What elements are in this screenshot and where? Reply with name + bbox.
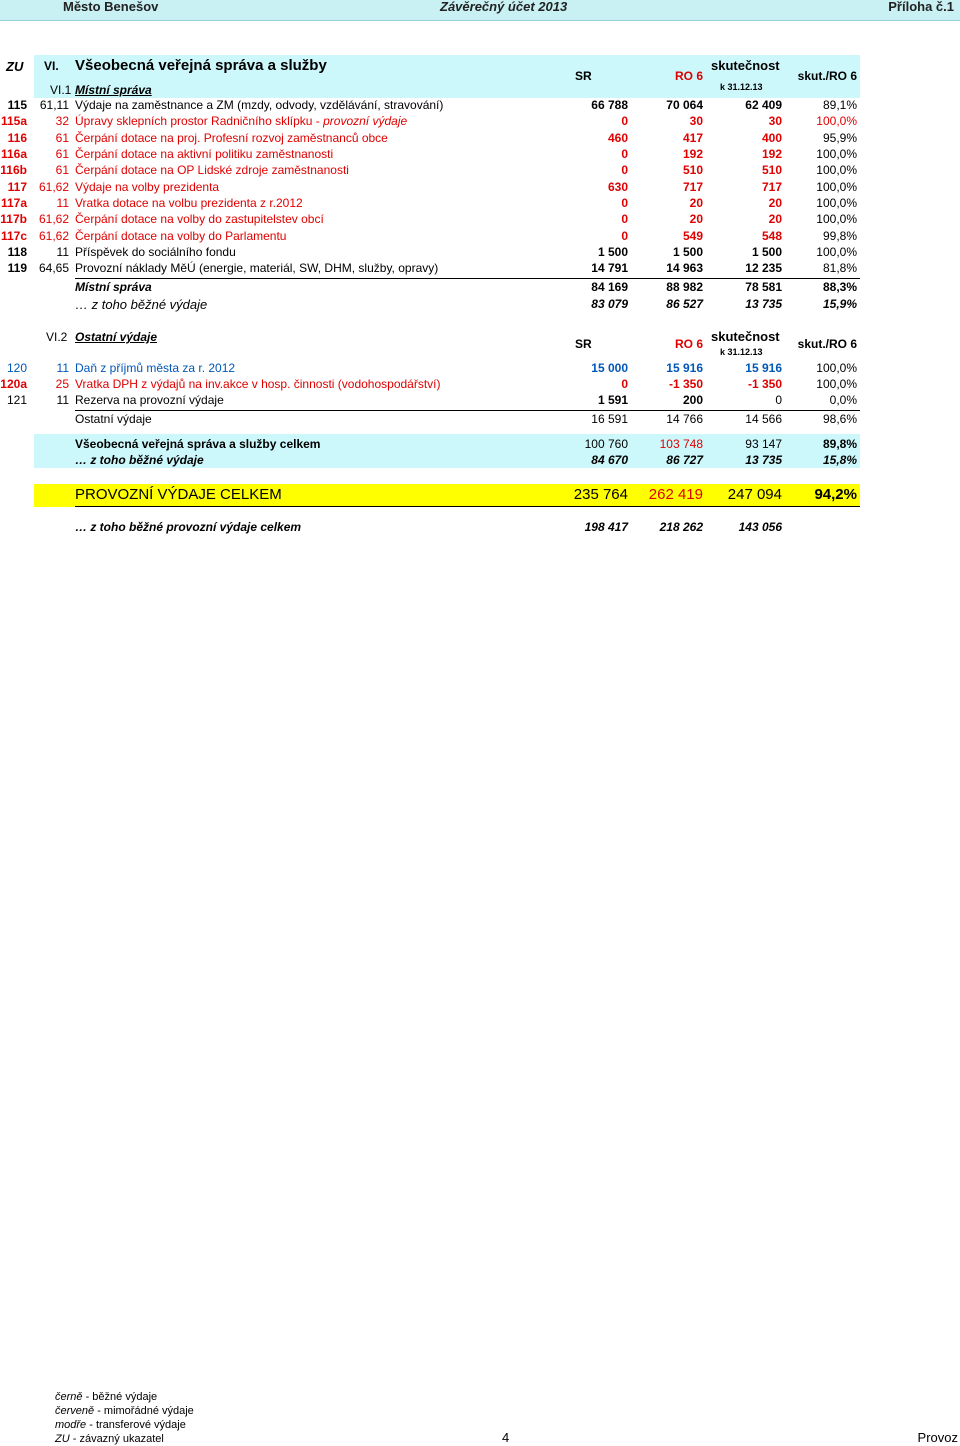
row-ro: 20	[689, 196, 703, 210]
row-text: Příspěvek do sociálního fondu	[75, 245, 236, 259]
row-actual: 62 409	[745, 98, 782, 112]
current-pct: 15,9%	[822, 297, 857, 311]
row-paragraph: 64,65	[38, 261, 69, 275]
col-header-actual: skutečnost	[711, 329, 780, 344]
legend-item	[55, 1405, 194, 1418]
row-paragraph: 61	[55, 163, 69, 177]
total-current-sr: 84 670	[591, 453, 628, 467]
col-header-ro: RO 6	[674, 69, 703, 83]
legend-text: - transferové výdaje	[86, 1419, 186, 1431]
grand-total-label: PROVOZNÍ VÝDAJE CELKEM	[75, 486, 282, 503]
header-city: Město Benešov	[63, 0, 159, 14]
current-sr: 83 079	[591, 297, 628, 311]
row-paragraph: 11	[56, 361, 69, 375]
total-label: Všeobecná veřejná správa a služby celkem	[75, 437, 321, 451]
row-ro: 20	[689, 212, 703, 226]
grand-total-rule	[75, 506, 860, 507]
col-header-sr: SR	[575, 337, 592, 351]
row-pct: 99,8%	[822, 229, 857, 243]
row-text: Vratka DPH z výdajů na inv.akce v hosp. činnosti (vodohospodářství)	[75, 377, 441, 391]
row-paragraph: 61,62	[38, 212, 69, 226]
subtotal-label: Místní správa	[75, 280, 152, 294]
row-sr: 0	[621, 229, 628, 243]
current-actual: 13 735	[745, 297, 782, 311]
header-title: Závěrečný účet 2013	[440, 0, 568, 14]
row-id: 120	[6, 361, 27, 375]
current-ro: 86 527	[666, 297, 703, 311]
row-pct: 100,0%	[816, 361, 857, 375]
row-paragraph: 11	[56, 393, 69, 407]
row-sr: 1 500	[597, 245, 628, 259]
section-roman: VI.	[44, 59, 59, 73]
row-ro: 70 064	[666, 98, 703, 112]
row-id: 117b	[0, 212, 27, 226]
row-id: 116a	[0, 147, 27, 161]
row-actual: 717	[761, 180, 782, 194]
row-actual: -1 350	[747, 377, 782, 391]
grand-total-sr: 235 764	[573, 486, 628, 503]
row-sr: 0	[621, 377, 628, 391]
row-paragraph: 32	[55, 114, 69, 128]
legend-text: - běžné výdaje	[82, 1391, 158, 1403]
row-ro: 200	[682, 393, 703, 407]
row-text	[75, 114, 407, 129]
subtotal-pct: 88,3%	[822, 280, 857, 294]
grand-total-actual: 247 094	[727, 486, 782, 503]
row-sr: 15 000	[591, 361, 628, 375]
row-id: 117a	[0, 196, 27, 210]
row-actual: 400	[761, 131, 782, 145]
subsection-number: VI.2	[46, 330, 68, 344]
row-ro: 1 500	[672, 245, 703, 259]
row-text: Čerpání dotace na volby do Parlamentu	[75, 229, 287, 243]
subtotal-rule	[75, 410, 860, 411]
grand-current-ro: 218 262	[659, 520, 703, 534]
grand-current-label: … z toho běžné provozní výdaje celkem	[75, 520, 302, 534]
row-id: 119	[7, 261, 27, 275]
row-pct: 100,0%	[816, 114, 857, 128]
subtotal-rule	[75, 278, 860, 279]
row-sr: 0	[621, 147, 628, 161]
col-header-pct: skut./RO 6	[797, 69, 857, 83]
row-ro: 192	[682, 147, 703, 161]
col-header-pct: skut./RO 6	[797, 337, 857, 351]
row-id: 117c	[0, 229, 27, 243]
row-ro: -1 350	[668, 377, 703, 391]
legend-key: ZU	[55, 1433, 70, 1445]
row-ro: 14 963	[666, 261, 703, 275]
legend-key: červeně	[55, 1405, 95, 1417]
grand-total-pct: 94,2%	[814, 486, 857, 503]
row-paragraph: 61	[55, 147, 69, 161]
row-actual: 192	[761, 147, 782, 161]
total-current-label: … z toho běžné výdaje	[75, 453, 204, 467]
row-sr: 66 788	[591, 98, 628, 112]
legend-text: - závazný ukazatel	[69, 1433, 164, 1445]
row-sr: 1 591	[597, 393, 628, 407]
col-header-actual-date: k 31.12.13	[720, 82, 763, 92]
row-pct: 100,0%	[816, 163, 857, 177]
row-ro: 30	[689, 114, 703, 128]
row-actual: 0	[775, 393, 782, 407]
row-id: 117	[7, 180, 27, 194]
row-paragraph: 61	[55, 131, 69, 145]
row-actual: 20	[768, 212, 782, 226]
legend-text: - mimořádné výdaje	[94, 1405, 194, 1417]
row-text	[75, 131, 388, 146]
row-sr: 0	[621, 212, 628, 226]
row-pct: 100,0%	[816, 245, 857, 259]
total-pct: 89,8%	[822, 437, 857, 451]
row-paragraph: 61,11	[39, 98, 69, 112]
legend-item	[55, 1391, 157, 1404]
row-pct: 89,1%	[822, 98, 857, 112]
total-ro: 103 748	[659, 437, 703, 451]
current-label: … z toho běžné výdaje	[75, 297, 208, 312]
row-sr: 0	[621, 163, 628, 177]
col-header-sr: SR	[575, 69, 592, 83]
header-attachment: Příloha č.1	[888, 0, 954, 14]
legend-item	[55, 1433, 164, 1446]
row-pct: 100,0%	[816, 196, 857, 210]
row-id: 116	[7, 131, 27, 145]
row-sr: 630	[607, 180, 628, 194]
legend-item	[55, 1419, 186, 1432]
row-text: Čerpání dotace na OP Lidské zdroje zaměstnanosti	[75, 163, 349, 177]
row-id: 115	[7, 98, 27, 112]
section-title: Všeobecná veřejná správa a služby	[75, 57, 327, 74]
row-pct: 100,0%	[816, 147, 857, 161]
subtotal-ro: 88 982	[666, 280, 703, 294]
row-text: Čerpání dotace na volby do zastupitelstev obcí	[75, 212, 324, 226]
row-id: 115a	[0, 114, 27, 128]
row-text: Výdaje na volby prezidenta	[75, 180, 220, 194]
col-header-ro: RO 6	[674, 337, 703, 351]
row-sr: 0	[621, 196, 628, 210]
row-actual: 548	[761, 229, 782, 243]
row-id: 118	[7, 245, 27, 259]
subsection-title: Ostatní výdaje	[75, 330, 158, 344]
subtotal-pct: 98,6%	[822, 412, 857, 426]
row-ro: 717	[682, 180, 703, 194]
row-text: Výdaje na zaměstnance a ZM (mzdy, odvody, vzdělávání, stravování)	[75, 98, 444, 112]
row-paragraph: 11	[56, 196, 69, 210]
row-id: 116b	[0, 163, 27, 177]
total-current-ro: 86 727	[666, 453, 703, 467]
row-ro: 549	[682, 229, 703, 243]
zu-label: ZU	[6, 59, 24, 74]
row-sr: 0	[621, 114, 628, 128]
col-header-actual: skutečnost	[711, 58, 780, 73]
row-text: Čerpání dotace na aktivní politiku zaměstnanosti	[75, 147, 334, 161]
row-text-main: Čerpání dotace na proj.	[75, 131, 204, 145]
legend-key: modře	[55, 1419, 87, 1431]
row-paragraph: 61,62	[38, 180, 69, 194]
row-actual: 20	[768, 196, 782, 210]
row-ro: 417	[682, 131, 703, 145]
page-number: 4	[502, 1430, 510, 1445]
col-header-actual-date: k 31.12.13	[720, 347, 763, 357]
total-actual: 93 147	[745, 437, 782, 451]
row-ro: 510	[682, 163, 703, 177]
grand-current-actual: 143 056	[738, 520, 782, 534]
row-pct: 81,8%	[822, 261, 857, 275]
row-actual: 30	[768, 114, 782, 128]
row-paragraph: 11	[56, 245, 69, 259]
page-header	[0, 0, 960, 21]
subtotal-actual: 78 581	[745, 280, 782, 294]
row-paragraph: 61,62	[38, 229, 69, 243]
row-id: 120a	[0, 377, 27, 391]
subtotal-actual: 14 566	[745, 412, 782, 426]
row-pct: 100,0%	[816, 180, 857, 194]
subtotal-ro: 14 766	[666, 412, 703, 426]
row-paragraph: 25	[55, 377, 69, 391]
row-text: Rezerva na provozní výdaje	[75, 393, 224, 407]
row-pct: 100,0%	[816, 212, 857, 226]
footer-section: Provoz	[917, 1430, 958, 1445]
subtotal-sr: 16 591	[591, 412, 628, 426]
row-text-note: provozní výdaje	[323, 114, 408, 128]
row-text-note: Profesní rozvoj zaměstnanců obce	[203, 131, 388, 145]
subsection-number: VI.1	[50, 83, 72, 97]
row-text: Provozní náklady MěÚ (energie, materiál, SW, DHM, služby, opravy)	[75, 261, 439, 275]
row-pct: 100,0%	[816, 377, 857, 391]
row-id: 121	[6, 393, 27, 407]
row-pct: 0,0%	[829, 393, 857, 407]
grand-total-ro: 262 419	[648, 486, 703, 503]
row-sr: 14 791	[591, 261, 628, 275]
row-text: Vratka dotace na volbu prezidenta z r.2012	[75, 196, 303, 210]
subtotal-sr: 84 169	[591, 280, 628, 294]
row-actual: 510	[761, 163, 782, 177]
total-current-pct: 15,8%	[822, 453, 857, 467]
row-actual: 15 916	[745, 361, 782, 375]
row-actual: 1 500	[751, 245, 782, 259]
row-text: Daň z příjmů města za r. 2012	[75, 361, 236, 375]
total-current-actual: 13 735	[745, 453, 782, 467]
total-sr: 100 760	[584, 437, 628, 451]
row-text-main: Úpravy sklepních prostor Radničního sklípku -	[75, 114, 324, 128]
row-actual: 12 235	[745, 261, 782, 275]
row-pct: 95,9%	[822, 131, 857, 145]
grand-current-sr: 198 417	[584, 520, 628, 534]
legend-key: černě	[55, 1391, 83, 1403]
subsection-title: Místní správa	[75, 83, 152, 97]
row-sr: 460	[607, 131, 628, 145]
subtotal-label: Ostatní výdaje	[75, 412, 152, 426]
row-ro: 15 916	[666, 361, 703, 375]
